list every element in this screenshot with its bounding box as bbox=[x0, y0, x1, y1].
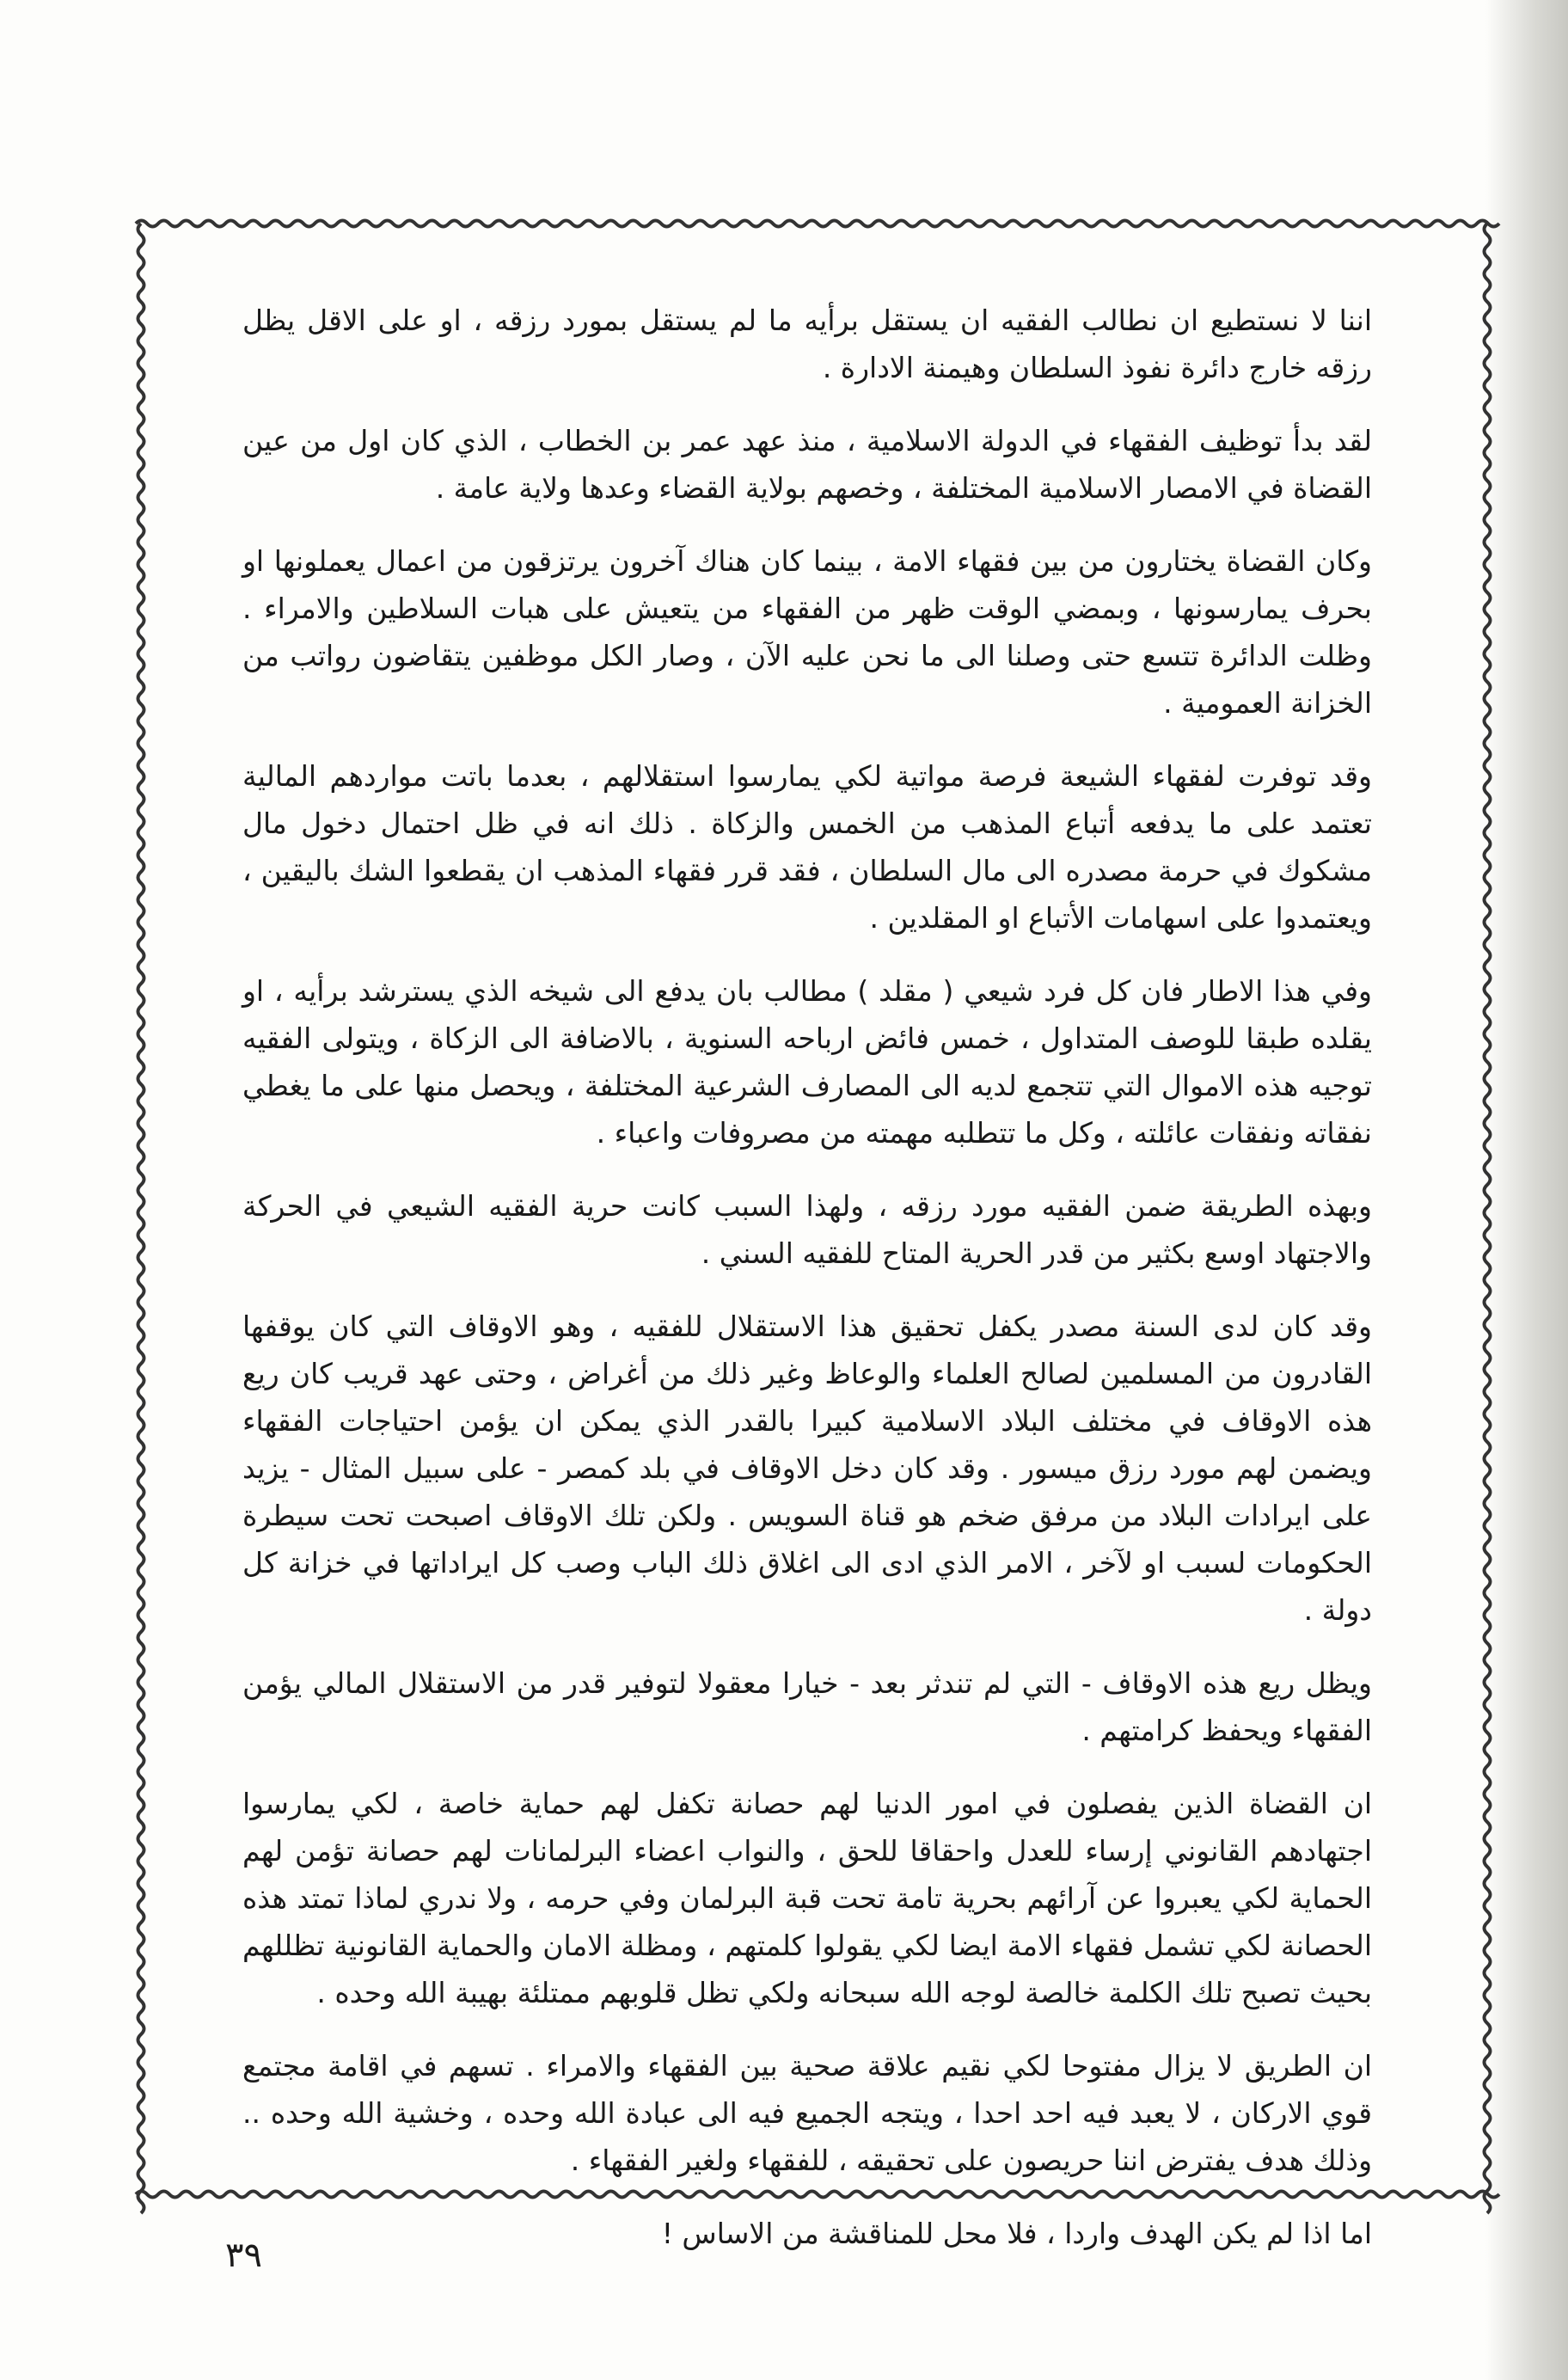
paragraph-3: وكان القضاة يختارون من بين فقهاء الامة ، بينما كان هناك آخرون يرتزقون من اعمال يعملونها او بحرف يمارسونها ، وبمضي الوقت ظهر من الفقهاء من يتعيش على هبات السلاطين والامراء . وظلت الدائرة تتسع حتى وصلنا الى ما نحن عليه الآن ، وصار الكل موظفين يتقاضون رواتب من الخزانة العمومية . bbox=[242, 544, 1372, 720]
paragraph-10: ان الطريق لا يزال مفتوحا لكي نقيم علاقة صحية بين الفقهاء والامراء . تسهم في اقامة مجتمع قوي الاركان ، لا يعبد فيه احد احدا ، ويتجه الجميع فيه الى عبادة الله وحده ، وخشية الله وحده .. وذلك هدف يفترض اننا حريصون على تحقيقه ، للفقهاء ولغير الفقهاء . bbox=[242, 2049, 1372, 2177]
right-wavy-border bbox=[1475, 224, 1499, 2194]
paragraph-6: وبهذه الطريقة ضمن الفقيه مورد رزقه ، ولهذا السبب كانت حرية الفقيه الشيعي في الحركة والاجتهاد اوسع بكثير من قدر الحرية المتاح للفقيه السني . bbox=[242, 1189, 1372, 1270]
paragraph-1: اننا لا نستطيع ان نطالب الفقيه ان يستقل برأيه ما لم يستقل بمورد رزقه ، او على الاقل يظل رزقه خارج دائرة نفوذ السلطان وهيمنة الادارة . bbox=[242, 304, 1372, 384]
paragraph-9: ان القضاة الذين يفصلون في امور الدنيا لهم حصانة تكفل لهم حماية خاصة ، لكي يمارسوا اجتهادهم القانوني إرساء للعدل واحقاقا للحق ، والنواب اعضاء البرلمانات لهم حصانة تؤمن لهم الحماية لكي يعبروا عن آرائهم بحرية تامة تحت قبة البرلمان وفي حرمه ، ولا ندري لماذا تمتد هذه الحصانة لكي تشمل فقهاء الامة ايضا لكي يقولوا كلمتهم ، ومظلة الامان والحماية القانونية تظللهم بحيث تصبح تلك الكلمة خالصة لوجه الله سبحانه ولكي تظل قلوبهم ممتلئة بهيبة الله وحده . bbox=[242, 1787, 1372, 2009]
page-number: ٣٩ bbox=[225, 2236, 262, 2275]
paragraph-4: وقد توفرت لفقهاء الشيعة فرصة مواتية لكي يمارسوا استقلالهم ، بعدما باتت مواردهم المالية تعتمد على ما يدفعه أتباع المذهب من الخمس والزكاة . ذلك انه في ظل احتمال دخول مال مشكوك في حرمة مصدره الى مال السلطان ، فقد قرر فقهاء المذهب ان يقطعوا الشك باليقين ، ويعتمدوا على اسهامات الأتباع او المقلدين . bbox=[242, 759, 1372, 935]
left-wavy-border bbox=[129, 224, 153, 2194]
bottom-wavy-border bbox=[136, 2182, 1487, 2206]
page-body-text bbox=[242, 297, 1372, 2250]
paragraph-5: وفي هذا الاطار فان كل فرد شيعي ( مقلد ) مطالب بان يدفع الى شيخه الذي يسترشد برأيه ، او يقلده طبقا للوصف المتداول ، خمس فائض ارباحه السنوية ، بالاضافة الى الزكاة ، ويتولى الفقيه توجيه هذه الاموال التي تتجمع لديه الى المصارف الشرعية المختلفة ، ويحصل منها على ما يغطي نفقاته ونفقات عائلته ، وكل ما تتطلبه مهمته من مصروفات واعباء . bbox=[242, 974, 1372, 1150]
top-wavy-border bbox=[136, 212, 1487, 236]
paragraph-8: ويظل ريع هذه الاوقاف - التي لم تندثر بعد - خيارا معقولا لتوفير قدر من الاستقلال المالي يؤمن الفقهاء ويحفظ كرامتهم . bbox=[242, 1666, 1372, 1747]
paragraph-11: اما اذا لم يكن الهدف واردا ، فلا محل للمناقشة من الاساس ! bbox=[661, 2217, 1372, 2250]
paragraph-2: لقد بدأ توظيف الفقهاء في الدولة الاسلامية ، منذ عهد عمر بن الخطاب ، الذي كان اول من عين القضاة في الامصار الاسلامية المختلفة ، وخصهم بولاية القضاء وعدها ولاية عامة . bbox=[242, 424, 1372, 505]
paragraph-7: وقد كان لدى السنة مصدر يكفل تحقيق هذا الاستقلال للفقيه ، وهو الاوقاف التي كان يوقفها القادرون من المسلمين لصالح العلماء والوعاظ وغير ذلك من أغراض ، وحتى عهد قريب كان ريع هذه الاوقاف في مختلف البلاد الاسلامية كبيرا بالقدر الذي يمكن ان يؤمن احتياجات الفقهاء ويضمن لهم مورد رزق ميسور . وقد كان دخل الاوقاف في بلد كمصر - على سبيل المثال - يزيد على ايرادات البلاد من مرفق ضخم هو قناة السويس . ولكن تلك الاوقاف اصبحت تحت سيطرة الحكومات لسبب او لآخر ، الامر الذي ادى الى اغلاق ذلك الباب وصب كل ايراداتها في خزانة كل دولة . bbox=[242, 1310, 1372, 1627]
